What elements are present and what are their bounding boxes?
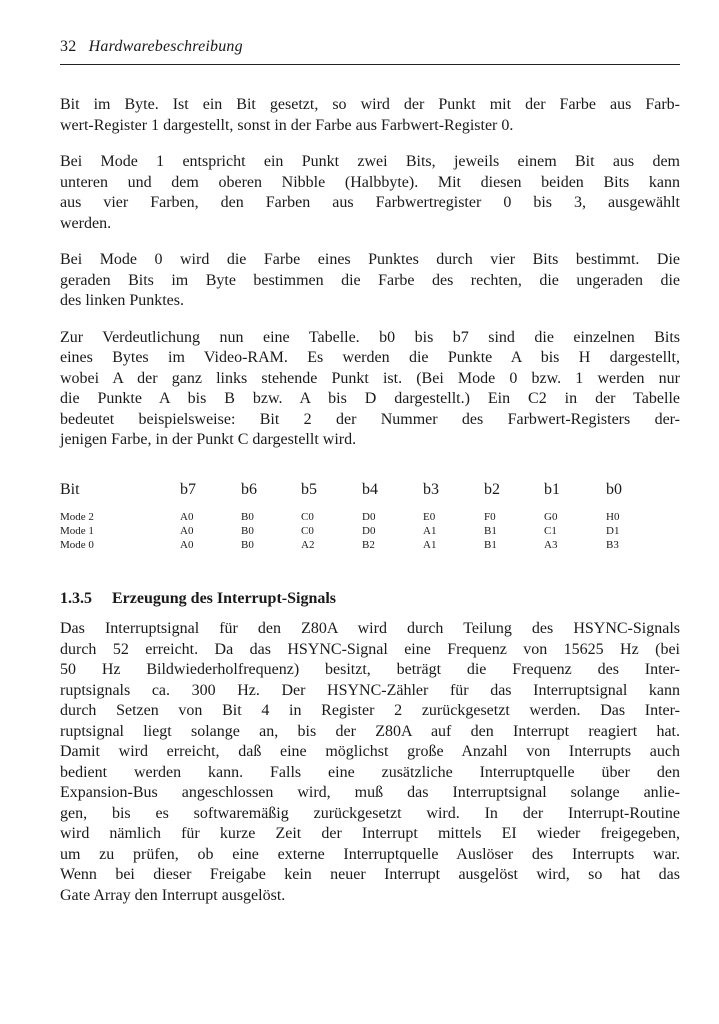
table-cell: B0 xyxy=(241,539,254,551)
table-cell: B1 xyxy=(484,525,497,537)
text-line: werden. xyxy=(60,214,112,232)
text-line: ruptsignal liegt solange an, bis der Z80A auf den Interrupt reagiert hat. xyxy=(60,722,680,740)
text-line: Damit wird erreicht, daß eine möglichst große Anzahl von Interrupts auch xyxy=(60,743,680,760)
text-line: Wenn bei dieser Freigabe kein neuer Interrupt ausgelöst wird, so hat das xyxy=(60,866,680,883)
text-line: 50 Hz Bildwiederholfrequenz) besitzt, beträgt die Frequenz des Inter- xyxy=(60,661,680,678)
table-header-cell: b3 xyxy=(423,481,439,498)
table-cell: B0 xyxy=(241,525,254,537)
table-cell: Mode 2 xyxy=(60,511,94,523)
table-header-cell: b7 xyxy=(180,481,196,498)
table-header-cell: Bit xyxy=(60,481,80,498)
table-cell: G0 xyxy=(544,511,558,523)
text-line: aus vier Farben, den Farben aus Farbwertregister 0 bis 3, ausgewählt xyxy=(60,194,680,211)
section-body xyxy=(60,619,680,922)
table-cell: Mode 1 xyxy=(60,525,94,537)
section-heading xyxy=(60,590,680,608)
table-header-cell: b0 xyxy=(606,481,622,498)
table-header-cell: b1 xyxy=(544,481,560,498)
text-line: des linken Punktes. xyxy=(60,292,184,309)
paragraph xyxy=(60,328,680,451)
paragraph xyxy=(60,95,680,136)
table-header-cell: b6 xyxy=(241,481,257,498)
header-rule xyxy=(60,64,680,65)
text-line: bedeutet beispielsweise: Bit 2 der Nummer des Farbwert-Registers der- xyxy=(60,410,680,428)
table-cell: H0 xyxy=(606,511,620,523)
table-cell: A1 xyxy=(423,525,437,537)
text-line: Gate Array den Interrupt ausgelöst. xyxy=(60,886,286,904)
table-cell: Mode 0 xyxy=(60,539,94,551)
table-row xyxy=(60,525,680,539)
bit-table xyxy=(60,481,680,553)
paragraph xyxy=(60,152,680,234)
text-line: um zu prüfen, ob eine externe Interruptquelle Auslöser des Interrupts war. xyxy=(60,845,680,863)
table-cell: A3 xyxy=(544,539,558,551)
table-cell: A0 xyxy=(180,525,194,537)
text-line: wird nämlich für kurze Zeit der Interrupt mittels EI wieder freigegeben, xyxy=(60,825,680,842)
table-cell: B1 xyxy=(484,539,497,551)
table-cell: B3 xyxy=(606,539,619,551)
table-cell: C1 xyxy=(544,525,557,537)
text-line: jenigen Farbe, in der Punkt C dargestellt wird. xyxy=(60,431,357,448)
table-cell: D0 xyxy=(362,511,376,523)
table-cell: D1 xyxy=(606,525,620,537)
table-cell: A1 xyxy=(423,539,437,551)
text-line: eines Bytes im Video-RAM. Es werden die Punkte A bis H dargestellt, xyxy=(60,349,680,366)
table-row xyxy=(60,511,680,525)
text-line: durch 52 erreicht. Da das HSYNC-Signal eine Frequenz von 15625 Hz (bei xyxy=(60,640,680,658)
text-line: die Punkte A bis B bzw. A bis D dargestellt.) Ein C2 in der Tabelle xyxy=(60,390,680,407)
table-cell: C0 xyxy=(301,511,314,523)
table-cell: C0 xyxy=(301,525,314,537)
text-line: wobei A der ganz links stehende Punkt ist. (Bei Mode 0 bzw. 1 werden nur xyxy=(60,369,680,387)
text-line: Zur Verdeutlichung nun eine Tabelle. b0 bis b7 sind die einzelnen Bits xyxy=(60,328,680,346)
text-line: geraden Bits im Byte bestimmen die Farbe des rechten, die ungeraden die xyxy=(60,271,680,289)
text-line: unteren und dem oberen Nibble (Halbbyte). Mit diesen beiden Bits kann xyxy=(60,173,680,191)
text-line: gen, bis es softwaremäßig zurückgesetzt wird. In der Interrupt-Routine xyxy=(60,804,680,822)
table-cell: A0 xyxy=(180,539,194,551)
table-row xyxy=(60,539,680,553)
text-line: Bit im Byte. Ist ein Bit gesetzt, so wird der Punkt mit der Farbe aus Farb- xyxy=(60,96,680,113)
text-line: Bei Mode 0 wird die Farbe eines Punktes durch vier Bits bestimmt. Die xyxy=(60,251,680,268)
table-cell: A2 xyxy=(301,539,315,551)
table-cell: B0 xyxy=(241,511,254,523)
table-cell: F0 xyxy=(484,511,496,523)
section-number: 1.3.5 xyxy=(60,590,92,607)
table-cell: A0 xyxy=(180,511,194,523)
table-header-cell: b4 xyxy=(362,481,378,498)
body-text xyxy=(60,95,680,467)
table-cell: B2 xyxy=(362,539,375,551)
page-number: 32 xyxy=(60,38,77,55)
running-header xyxy=(60,38,680,56)
paragraph xyxy=(60,619,680,906)
running-title: Hardwarebeschreibung xyxy=(88,38,243,55)
text-line: Expansion-Bus angeschlossen wird, muß das Interruptsignal solange anlie- xyxy=(60,784,680,801)
table-header-row xyxy=(60,481,680,511)
text-line: Das Interruptsignal für den Z80A wird durch Teilung des HSYNC-Signals xyxy=(60,620,680,637)
table-cell: E0 xyxy=(423,511,436,523)
paragraph xyxy=(60,250,680,312)
text-line: durch Setzen von Bit 4 in Register 2 zurückgesetzt werden. Das Inter- xyxy=(60,702,680,719)
text-line: ruptsignals ca. 300 Hz. Der HSYNC-Zähler für das Interruptsignal kann xyxy=(60,681,680,699)
section-title: Erzeugung des Interrupt-Signals xyxy=(112,590,337,607)
table-cell: D0 xyxy=(362,525,376,537)
text-line: wert-Register 1 dargestellt, sonst in der Farbe aus Farbwert-Register 0. xyxy=(60,116,514,134)
table-header-cell: b5 xyxy=(301,481,317,498)
text-line: Bei Mode 1 entspricht ein Punkt zwei Bits, jeweils einem Bit aus dem xyxy=(60,153,680,170)
text-line: bedient werden kann. Falls eine zusätzliche Interruptquelle über den xyxy=(60,763,680,781)
table-header-cell: b2 xyxy=(484,481,500,498)
